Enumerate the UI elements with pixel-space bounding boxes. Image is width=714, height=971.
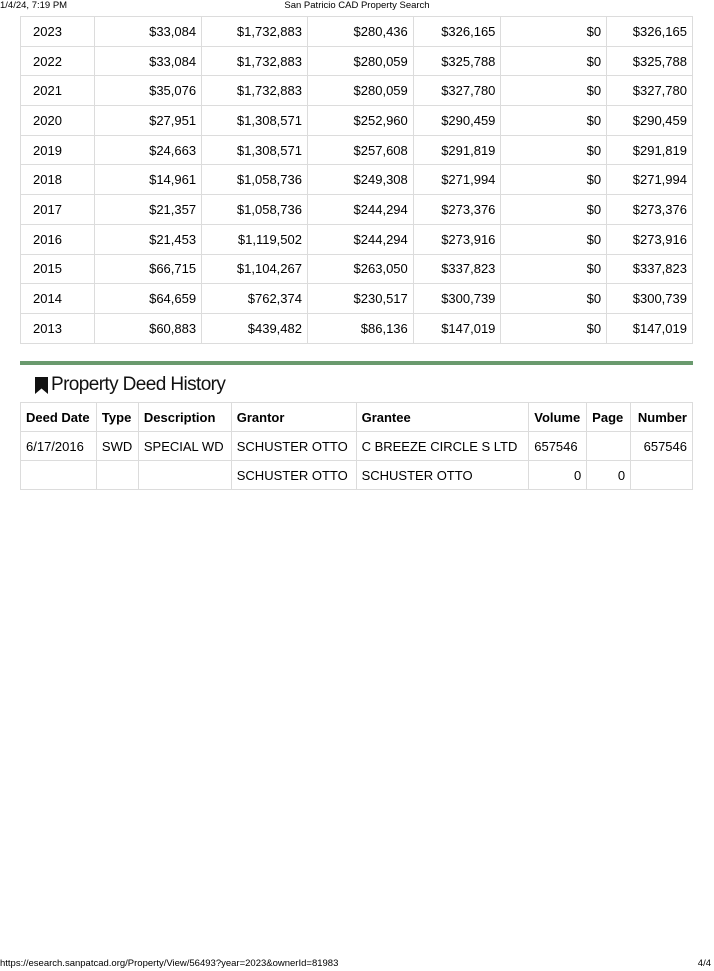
print-page-number: 4/4: [697, 958, 711, 969]
year-cell: 2021: [21, 76, 95, 106]
value-cell: $300,739: [607, 284, 693, 314]
table-cell: SPECIAL WD: [138, 432, 231, 461]
value-cell: $325,788: [413, 46, 501, 76]
value-cell: $147,019: [607, 313, 693, 343]
year-cell: 2020: [21, 106, 95, 136]
value-cell: $86,136: [307, 313, 413, 343]
value-cell: $14,961: [95, 165, 202, 195]
value-cell: $33,084: [95, 46, 202, 76]
column-header: Type: [96, 403, 138, 432]
table-cell: 657546: [529, 432, 587, 461]
year-cell: 2013: [21, 313, 95, 343]
table-cell: SCHUSTER OTTO: [231, 461, 356, 490]
value-cell: $66,715: [95, 254, 202, 284]
value-cell: $64,659: [95, 284, 202, 314]
value-cell: $1,058,736: [202, 165, 308, 195]
table-row: [21, 195, 693, 225]
value-cell: $24,663: [95, 135, 202, 165]
table-cell: [587, 432, 631, 461]
table-cell: 0: [587, 461, 631, 490]
deed-history-body: [21, 432, 693, 490]
deed-history-title: Property Deed History: [51, 374, 226, 395]
table-row: [21, 165, 693, 195]
value-cell: $0: [501, 135, 607, 165]
table-cell: 6/17/2016: [21, 432, 97, 461]
print-footer: [0, 958, 714, 970]
section-divider: [20, 361, 693, 365]
bookmark-icon: [35, 377, 48, 394]
column-header: Description: [138, 403, 231, 432]
table-cell: 657546: [631, 432, 693, 461]
table-row: [21, 313, 693, 343]
table-row: [21, 76, 693, 106]
value-cell: $230,517: [307, 284, 413, 314]
value-cell: $1,119,502: [202, 224, 308, 254]
value-cell: $273,376: [607, 195, 693, 225]
value-cell: $327,780: [413, 76, 501, 106]
value-cell: $273,376: [413, 195, 501, 225]
value-cell: $291,819: [607, 135, 693, 165]
value-cell: $0: [501, 46, 607, 76]
table-cell: [21, 461, 97, 490]
value-cell: $337,823: [413, 254, 501, 284]
value-cell: $33,084: [95, 17, 202, 47]
table-cell: [138, 461, 231, 490]
print-header: [0, 0, 714, 12]
value-cell: $244,294: [307, 224, 413, 254]
value-cell: $280,059: [307, 46, 413, 76]
year-cell: 2023: [21, 17, 95, 47]
value-history-table: [20, 16, 693, 344]
value-cell: $439,482: [202, 313, 308, 343]
value-cell: $1,104,267: [202, 254, 308, 284]
value-cell: $1,732,883: [202, 76, 308, 106]
value-cell: $337,823: [607, 254, 693, 284]
print-page-title: San Patricio CAD Property Search: [284, 0, 430, 11]
year-cell: 2014: [21, 284, 95, 314]
table-cell: SCHUSTER OTTO: [231, 432, 356, 461]
table-cell: SCHUSTER OTTO: [356, 461, 529, 490]
value-cell: $35,076: [95, 76, 202, 106]
table-cell: C BREEZE CIRCLE S LTD: [356, 432, 529, 461]
year-cell: 2018: [21, 165, 95, 195]
column-header: Grantor: [231, 403, 356, 432]
value-cell: $325,788: [607, 46, 693, 76]
year-cell: 2016: [21, 224, 95, 254]
value-cell: $263,050: [307, 254, 413, 284]
table-cell: [631, 461, 693, 490]
deed-history-heading: [35, 373, 225, 397]
value-cell: $300,739: [413, 284, 501, 314]
value-cell: $0: [501, 313, 607, 343]
table-row: [21, 17, 693, 47]
year-cell: 2022: [21, 46, 95, 76]
table-row: [21, 46, 693, 76]
table-row: [21, 461, 693, 490]
column-header: Page: [587, 403, 631, 432]
value-cell: $326,165: [413, 17, 501, 47]
value-cell: $1,308,571: [202, 135, 308, 165]
column-header: Deed Date: [21, 403, 97, 432]
value-cell: $0: [501, 106, 607, 136]
value-cell: $280,436: [307, 17, 413, 47]
value-cell: $273,916: [607, 224, 693, 254]
value-cell: $291,819: [413, 135, 501, 165]
value-cell: $290,459: [413, 106, 501, 136]
value-history-body: [21, 17, 693, 344]
value-cell: $0: [501, 254, 607, 284]
deed-history-header-row: [21, 403, 693, 432]
value-cell: $0: [501, 195, 607, 225]
print-datetime: 1/4/24, 7:19 PM: [0, 0, 68, 11]
value-cell: $326,165: [607, 17, 693, 47]
value-cell: $1,308,571: [202, 106, 308, 136]
table-row: [21, 254, 693, 284]
value-cell: $252,960: [307, 106, 413, 136]
year-cell: 2015: [21, 254, 95, 284]
value-cell: $271,994: [607, 165, 693, 195]
value-cell: $1,058,736: [202, 195, 308, 225]
value-cell: $762,374: [202, 284, 308, 314]
value-cell: $290,459: [607, 106, 693, 136]
table-cell: [96, 461, 138, 490]
value-cell: $257,608: [307, 135, 413, 165]
value-cell: $249,308: [307, 165, 413, 195]
value-cell: $0: [501, 17, 607, 47]
value-cell: $244,294: [307, 195, 413, 225]
value-cell: $327,780: [607, 76, 693, 106]
table-cell: 0: [529, 461, 587, 490]
table-row: [21, 135, 693, 165]
year-cell: 2019: [21, 135, 95, 165]
value-cell: $0: [501, 284, 607, 314]
value-cell: $21,357: [95, 195, 202, 225]
value-cell: $0: [501, 76, 607, 106]
print-url: https://esearch.sanpatcad.org/Property/View/56493?year=2023&ownerId=81983: [0, 958, 339, 969]
column-header: Number: [631, 403, 693, 432]
column-header: Grantee: [356, 403, 529, 432]
value-cell: $27,951: [95, 106, 202, 136]
deed-history-table: [20, 402, 693, 490]
table-cell: SWD: [96, 432, 138, 461]
value-cell: $1,732,883: [202, 17, 308, 47]
value-cell: $273,916: [413, 224, 501, 254]
table-row: [21, 224, 693, 254]
value-cell: $1,732,883: [202, 46, 308, 76]
value-cell: $280,059: [307, 76, 413, 106]
year-cell: 2017: [21, 195, 95, 225]
value-cell: $0: [501, 165, 607, 195]
value-cell: $0: [501, 224, 607, 254]
value-cell: $147,019: [413, 313, 501, 343]
value-cell: $271,994: [413, 165, 501, 195]
table-row: [21, 106, 693, 136]
value-cell: $21,453: [95, 224, 202, 254]
column-header: Volume: [529, 403, 587, 432]
table-row: [21, 432, 693, 461]
table-row: [21, 284, 693, 314]
value-cell: $60,883: [95, 313, 202, 343]
